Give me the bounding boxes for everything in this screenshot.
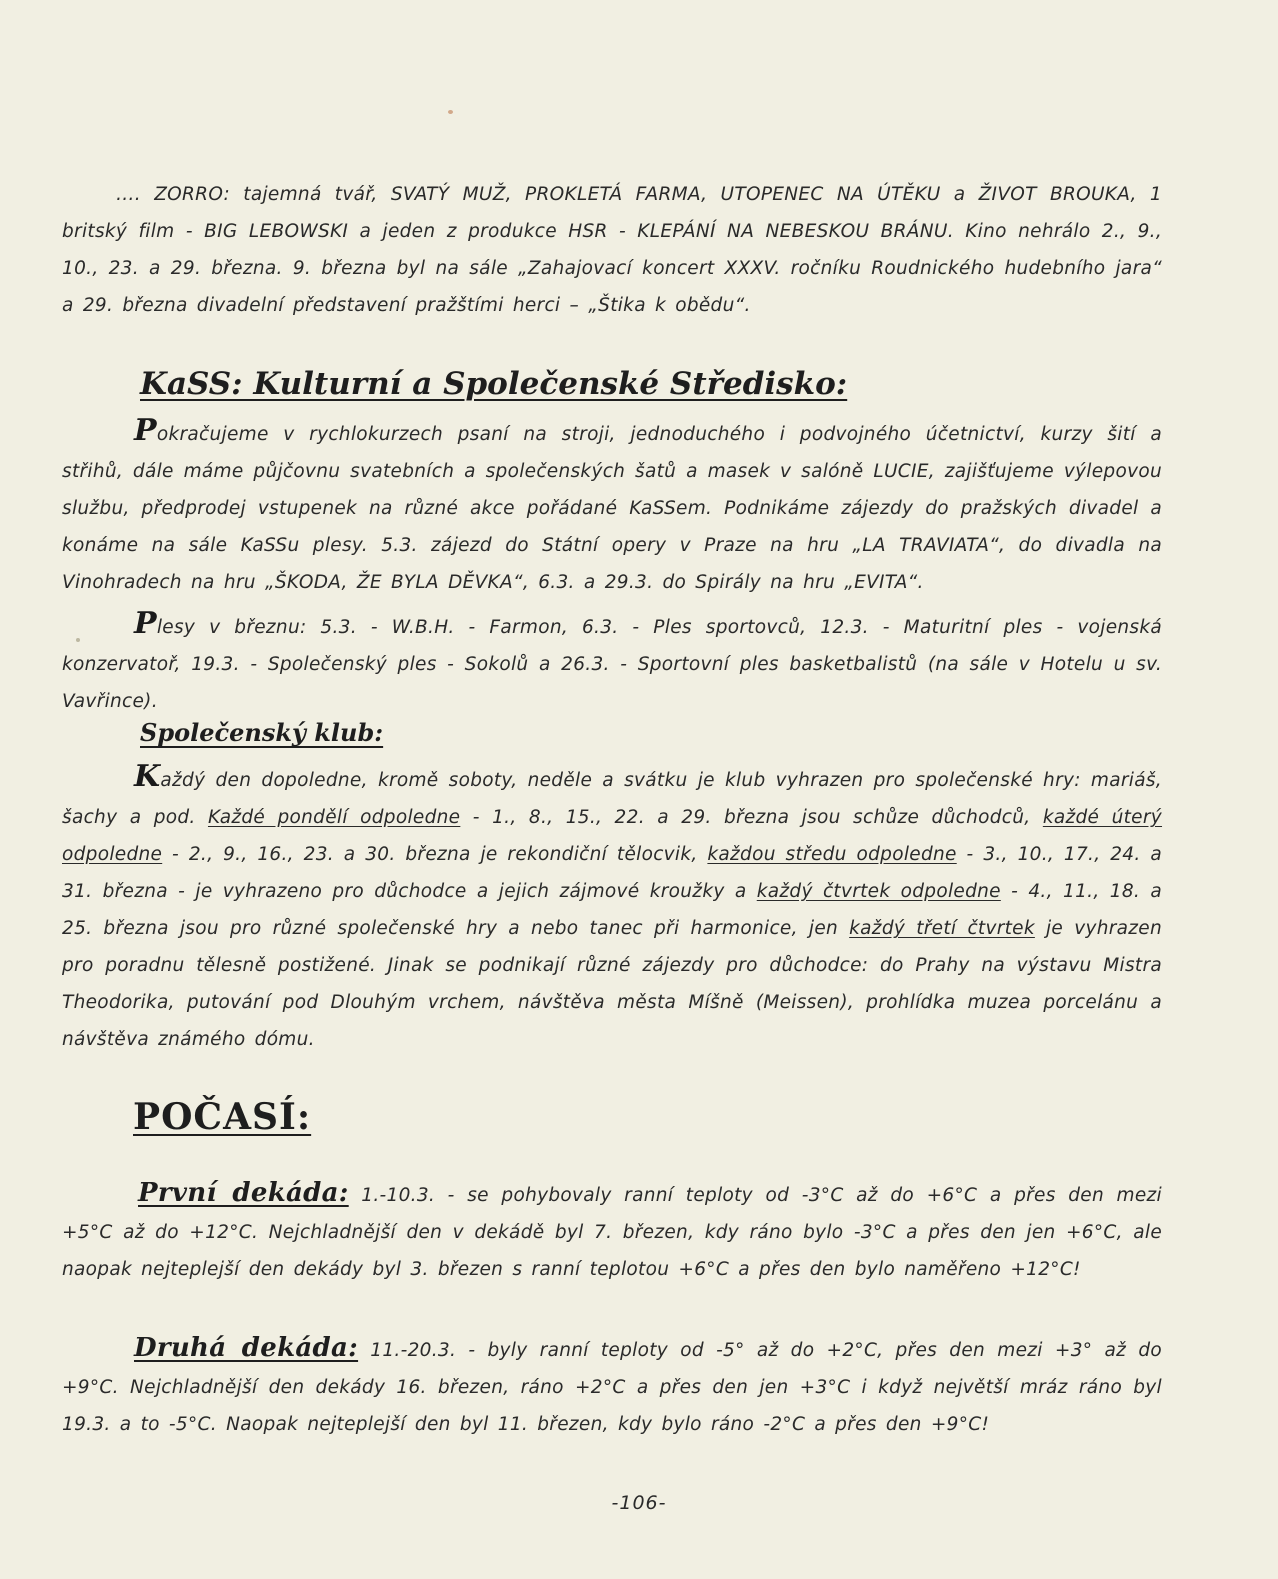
first-decade-text: 1.-10.3. - se pohybovaly ranní teploty od -3°C až do +6°C a přes den mezi +5°C až do +12°C. Nejchladnější den v dekádě byl 7. březen, kdy ráno bylo -3°C a přes den jen +6°C, ale naopak nejteplejší den dekády byl 3. březen s ranní teplotou +6°C a přes den bylo naměřeno +12°C! — [62, 1185, 1163, 1280]
klub-text: - 2., 9., 16., 23. a 30. března je rekondiční tělocvik, — [162, 844, 708, 865]
underlined-phrase: každý třetí čtvrtek — [849, 918, 1035, 939]
dropcap: P — [134, 606, 157, 641]
klub-text: - 1., 8., 15., 22. a 29. března jsou schůze důchodců, — [460, 807, 1043, 828]
underlined-phrase: každé úterý odpoledne — [62, 807, 1163, 865]
weather-heading: POČASÍ: — [133, 1096, 312, 1138]
first-decade-title: První dekáda: — [138, 1178, 349, 1208]
first-decade-paragraph — [62, 1175, 1162, 1288]
intro-paragraph — [62, 176, 1162, 324]
dropcap: P — [134, 413, 157, 448]
second-decade-text: 11.-20.3. - byly ranní teploty od -5° až do +2°C, přes den mezi +3° až do +9°C. Nejchladnější den dekády 16. březen, ráno +2°C a přes den jen +3°C i když největší mráz ráno byl 19.3. a to -5°C. Naopak nejteplejší den byl 11. březen, kdy bylo ráno -2°C a přes den +9°C! — [62, 1340, 1162, 1435]
underlined-phrase: každou středu odpoledne — [707, 844, 957, 865]
paper-speck — [448, 110, 453, 114]
kass-heading: KaSS: Kulturní a Společenské Středisko: — [140, 366, 848, 402]
dropcap: K — [134, 759, 161, 794]
klub-text: je vyhrazen pro poradnu tělesně postižené. Jinak se podnikají různé zájezdy pro důchodce: do Prahy na výstavu Mistra Theodorika, putování pod Dlouhým vrchem, návštěva města Míšně (Meissen), prohlídka muzea porcelánu a návštěva známého dómu. — [62, 918, 1163, 1050]
klub-paragraph — [62, 758, 1162, 1058]
kass-p2-text: lesy v březnu: 5.3. - W.B.H. - Farmon, 6.3. - Ples sportovců, 12.3. - Maturitní ples - vojenská konzervatoř, 19.3. - Společenský ples - Sokolů a 26.3. - Sportovní ples basketbalistů (na sále v Hotelu u sv. Vavřince). — [62, 617, 1162, 712]
intro-text: …. ZORRO: tajemná tvář, SVATÝ MUŽ, PROKLETÁ FARMA, UTOPENEC NA ÚTĚKU a ŽIVOT BROUKA, 1 britský film - BIG LEBOWSKI a jeden z produkce HSR - KLEPÁNÍ NA NEBESKOU BRÁNU. Kino nehrálo 2., 9., 10., 23. a 29. března. 9. března byl na sále „Zahajovací koncert XXXV. ročníku Roudnického hudebního jara“ a 29. března divadelní představení pražštími herci – „Štika k obědu“. — [62, 184, 1162, 316]
klub-heading: Společenský klub: — [140, 718, 384, 747]
second-decade-title: Druhá dekáda: — [134, 1333, 359, 1363]
kass-paragraph-2 — [62, 605, 1162, 720]
second-decade-paragraph — [62, 1330, 1162, 1443]
klub-text: aždý den dopoledne, kromě soboty, neděle a svátku je klub vyhrazen pro společenské hry: mariáš, šachy a pod. — [62, 770, 1162, 828]
underlined-phrase: každý čtvrtek odpoledne — [756, 881, 1001, 902]
klub-text: - 4., 11., 18. a 25. března jsou pro různé společenské hry a nebo tanec při harmonice, jen — [62, 881, 1162, 939]
kass-p1-text: okračujeme v rychlokurzech psaní na stroji, jednoduchého i podvojného účetnictví, kurzy šití a střihů, dále máme půjčovnu svatebních a společenských šatů a masek v salóně LUCIE, zajišťujeme výlepovou službu, předprodej vstupenek na různé akce pořádané KaSSem. Podnikáme zájezdy do pražských divadel a konáme na sále KaSSu plesy. 5.3. zájezd do Státní opery v Praze na hru „LA TRAVIATA“, do divadla na Vinohradech na hru „ŠKODA, ŽE BYLA DĚVKA“, 6.3. a 29.3. do Spirály na hru „EVITA“. — [62, 424, 1162, 593]
kass-paragraph-1 — [62, 412, 1162, 601]
underlined-phrase: Každé pondělí odpoledne — [207, 807, 461, 828]
klub-text: - 3., 10., 17., 24. a 31. března - je vyhrazeno pro důchodce a jejich zájmové kroužky a — [62, 844, 1162, 902]
page-number: -106- — [611, 1492, 667, 1514]
